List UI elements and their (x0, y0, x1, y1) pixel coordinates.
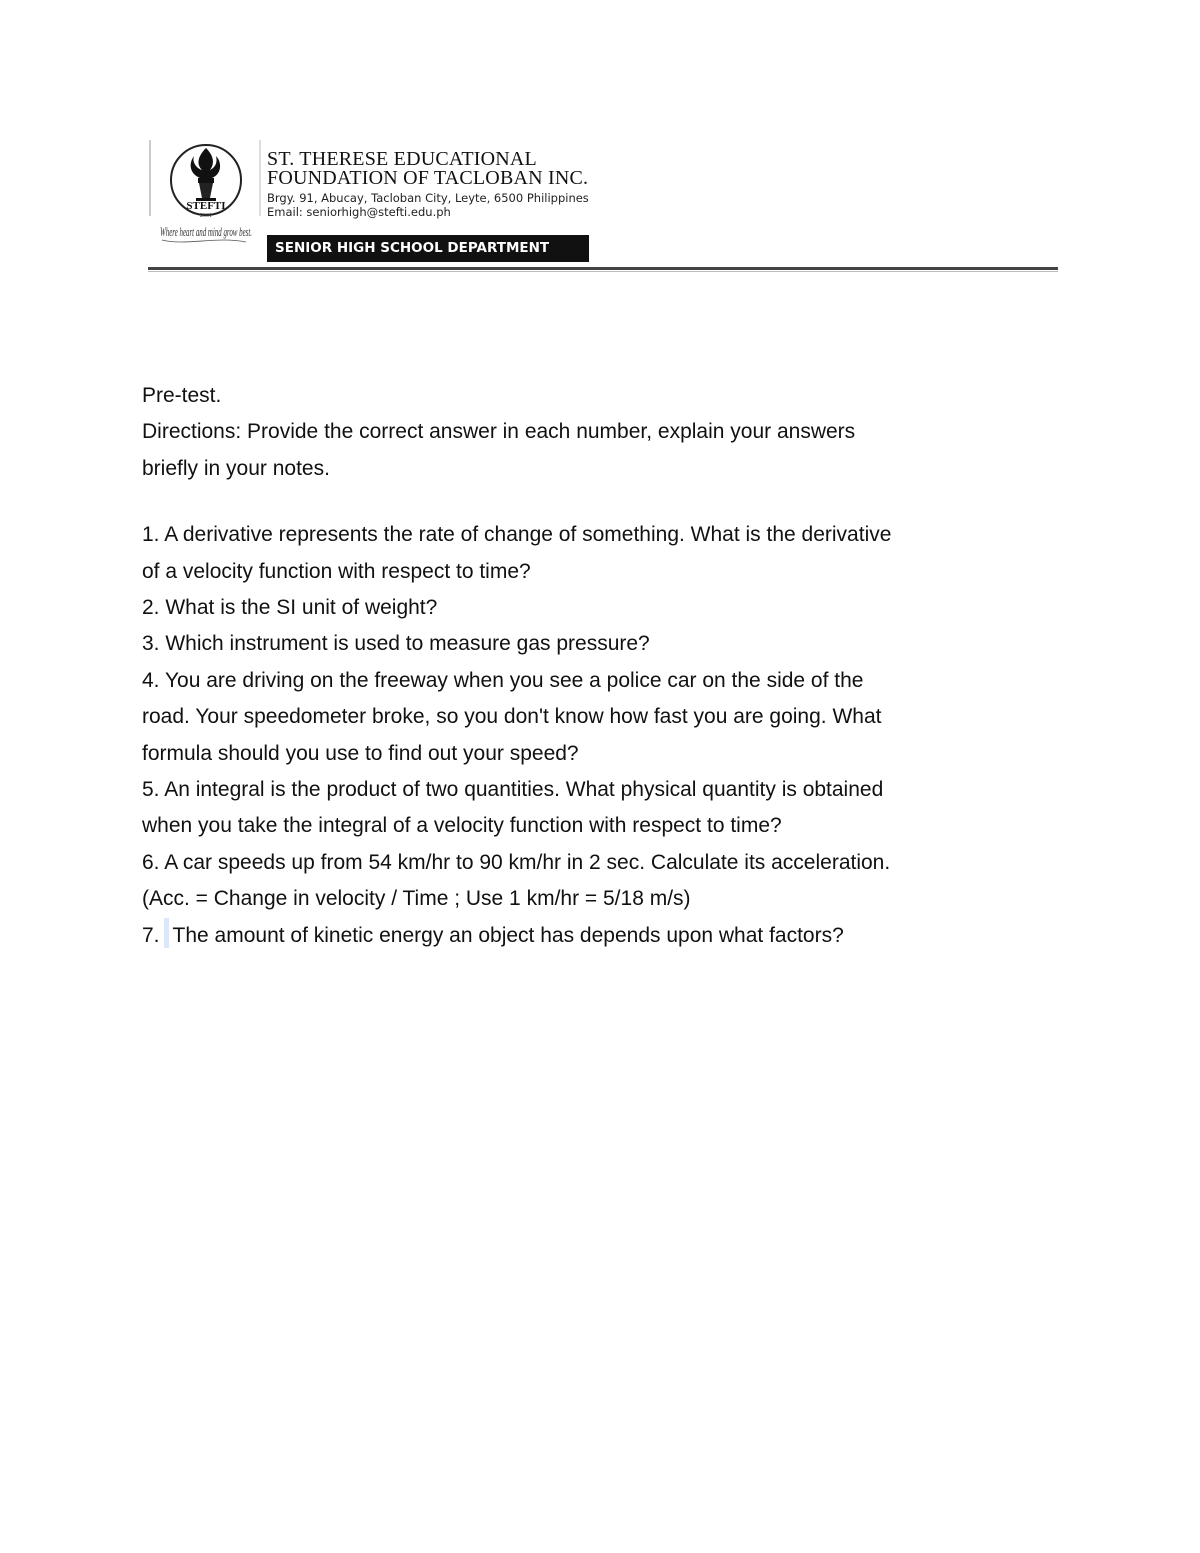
letterhead (146, 136, 1058, 276)
text-cursor-highlight (164, 918, 169, 948)
question-3: 3. Which instrument is used to measure gas pressure? (142, 632, 650, 656)
svg-text:STEFTI: STEFTI (186, 200, 226, 212)
question-4-line-2: road. Your speedometer broke, so you don't know how fast you are going. What (142, 705, 882, 729)
organization-email: Email: seniorhigh@stefti.edu.ph (267, 205, 451, 219)
question-5-line-2: when you take the integral of a velocity function with respect to time? (142, 814, 782, 838)
document-body (142, 378, 1062, 954)
question-2: 2. What is the SI unit of weight? (142, 596, 438, 620)
question-5-line-1: 5. An integral is the product of two quantities. What physical quantity is obtained (142, 778, 884, 802)
directions-line-2: briefly in your notes. (142, 456, 330, 480)
letterhead-divider-shadow (148, 271, 1058, 272)
organization-info (267, 150, 827, 219)
organization-name-line1: ST. THERESE EDUCATIONAL (267, 148, 537, 170)
question-6-line-2: (Acc. = Change in velocity / Time ; Use 1 km/hr = 5/18 m/s) (142, 887, 691, 911)
question-7-text: The amount of kinetic energy an object has depends upon what factors? (172, 923, 844, 947)
directions-line-1: Directions: Provide the correct answer in each number, explain your answers (142, 420, 856, 444)
question-6-line-1: 6. A car speeds up from 54 km/hr to 90 km/hr in 2 sec. Calculate its acceleration. (142, 850, 891, 874)
question-4-line-3: formula should you use to find out your speed? (142, 741, 579, 765)
question-list (142, 517, 1062, 954)
svg-text:2001: 2001 (200, 213, 212, 219)
organization-address: Brgy. 91, Abucay, Tacloban City, Leyte, 6500 Philippines (267, 191, 589, 205)
question-7-number: 7. (142, 923, 160, 947)
school-logo (146, 136, 264, 268)
document-title: Pre-test. (142, 384, 222, 407)
question-4-line-1: 4. You are driving on the freeway when you see a police car on the side of the (142, 668, 864, 692)
question-1-line-2: of a velocity function with respect to time? (142, 559, 531, 583)
letterhead-divider (148, 267, 1058, 270)
paragraph-spacer (142, 487, 1062, 517)
svg-text:Where heart and mind grow best: Where heart and mind grow best. (160, 224, 252, 239)
organization-name-line2: FOUNDATION OF TACLOBAN INC. (267, 167, 589, 189)
question-7 (142, 918, 1062, 954)
question-1-line-1: 1. A derivative represents the rate of change of something. What is the derivative (142, 523, 892, 547)
department-banner: SENIOR HIGH SCHOOL DEPARTMENT (267, 235, 589, 262)
